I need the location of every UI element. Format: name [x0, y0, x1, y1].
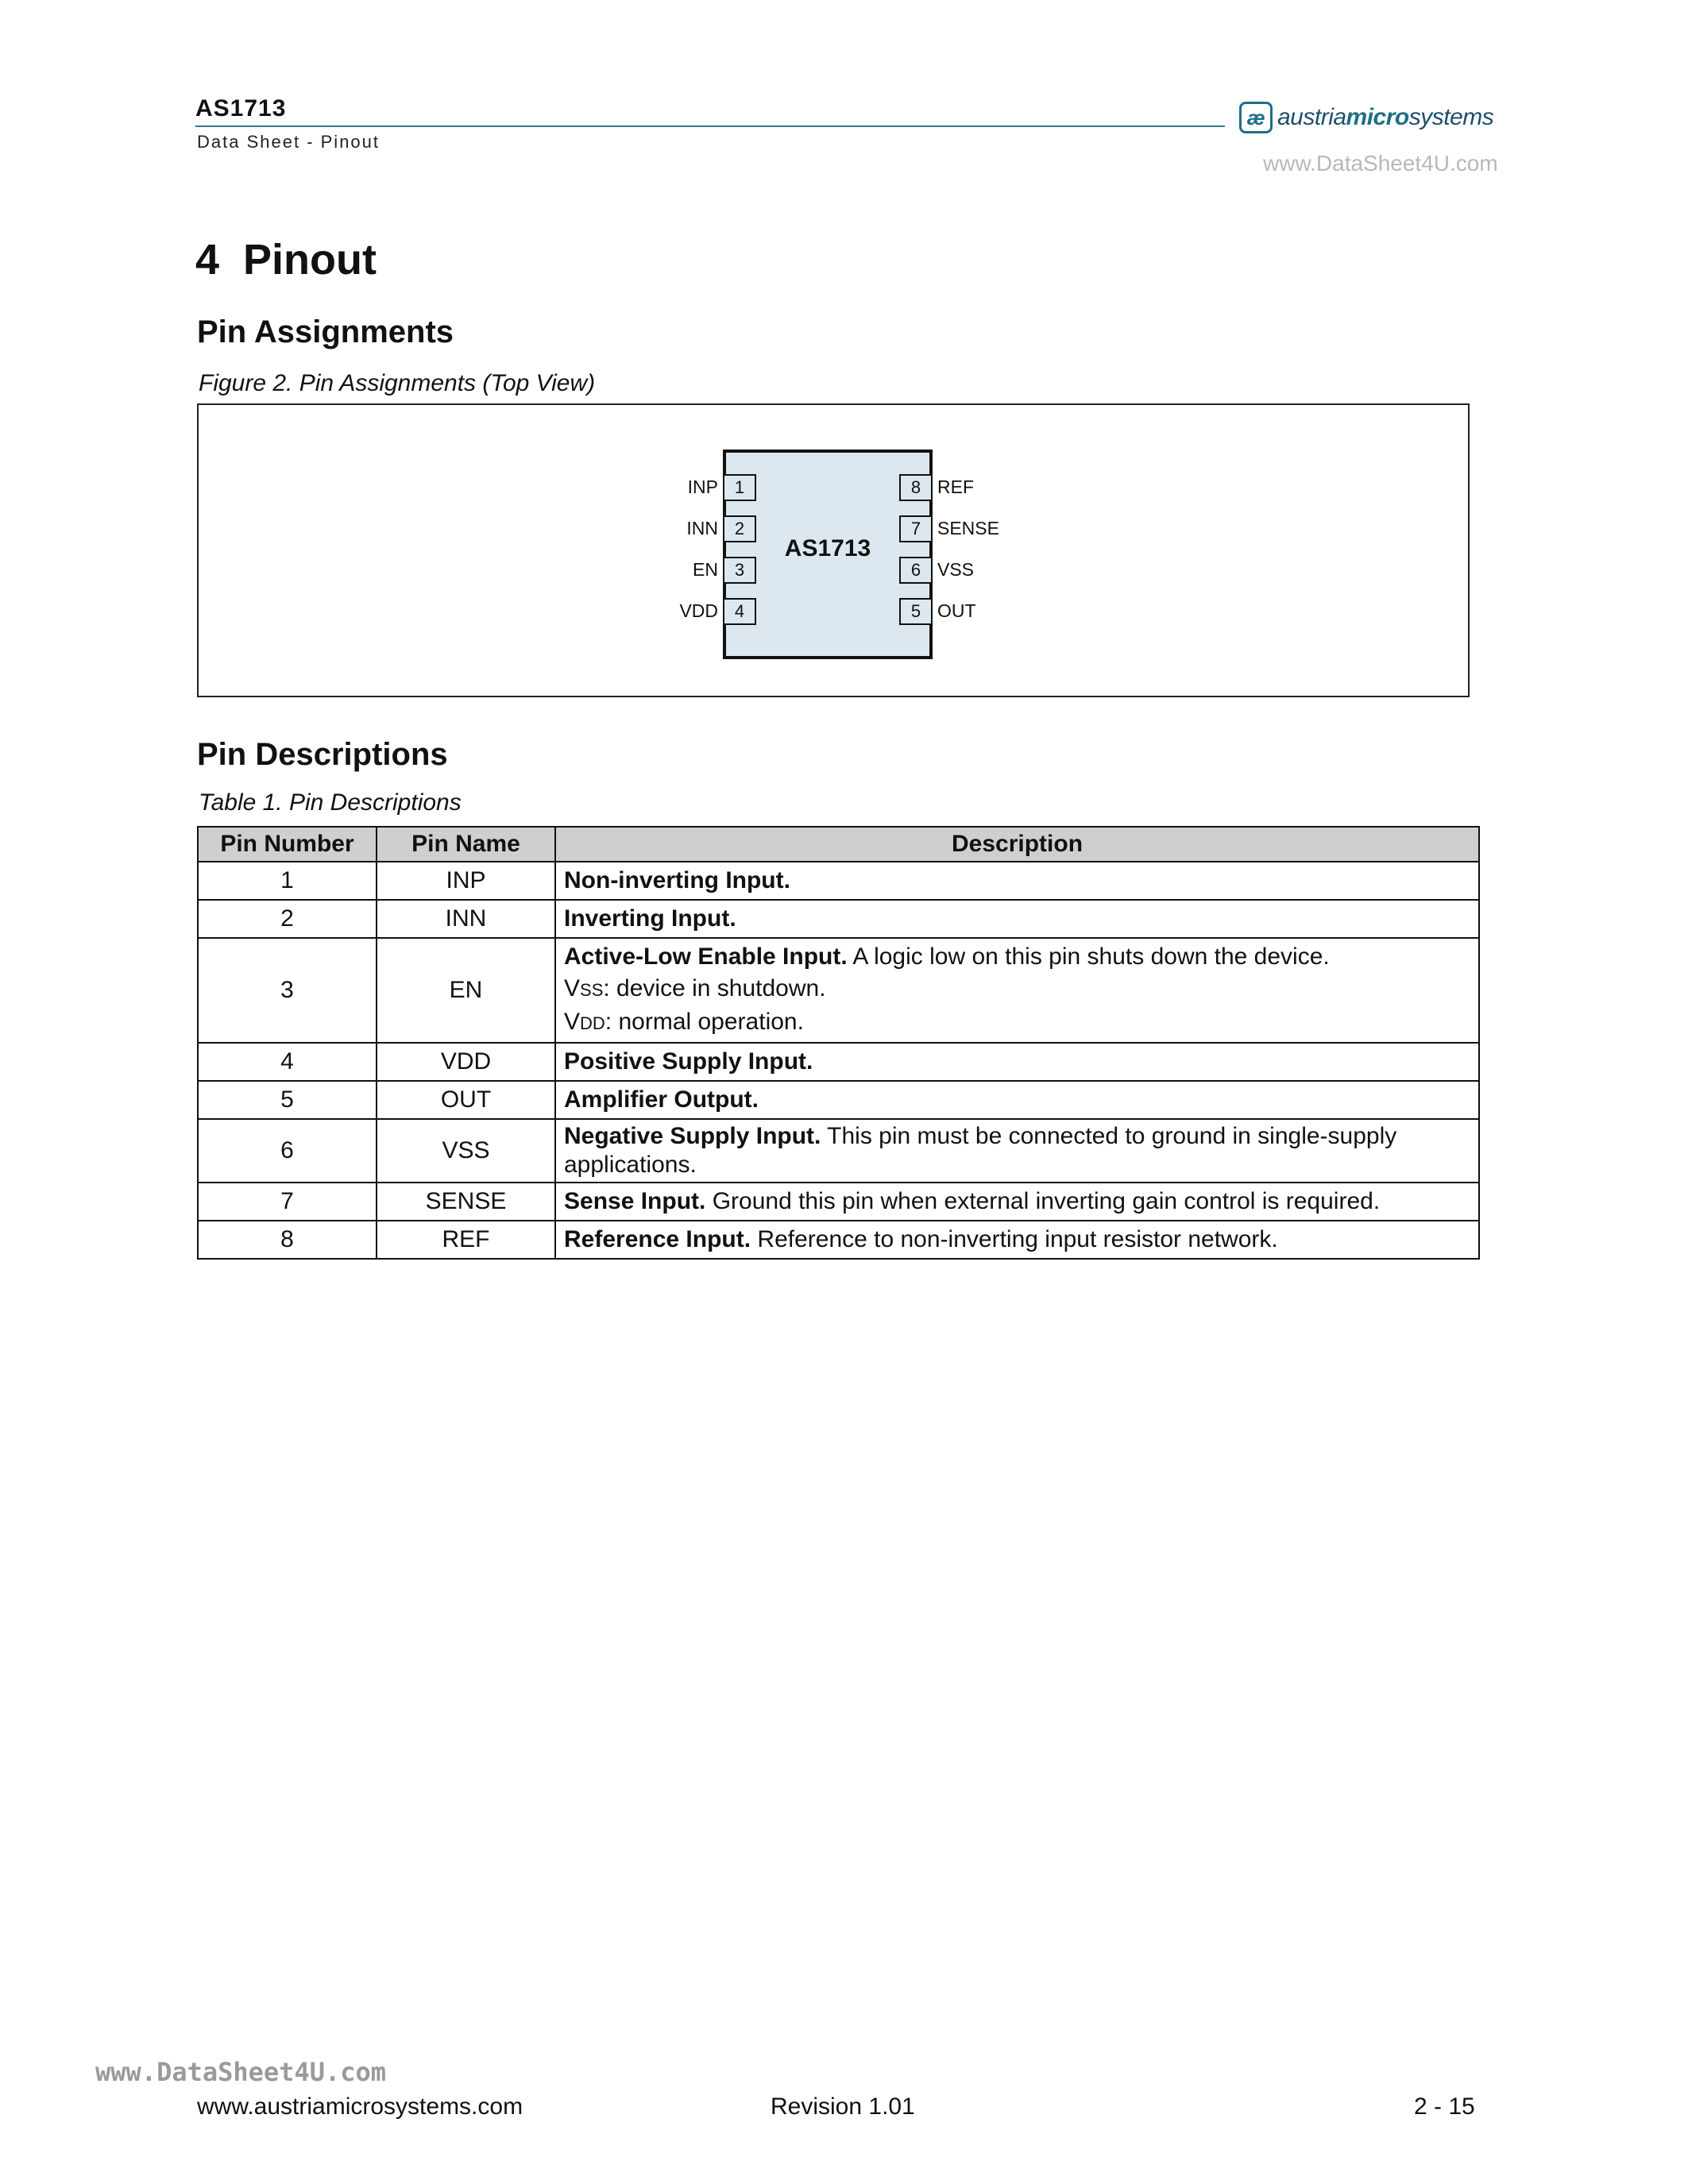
description-cell: [555, 900, 1479, 938]
pin-name-cell: VDD: [377, 1043, 555, 1081]
vdd-subscript: DD: [580, 1013, 605, 1033]
chip-name: AS1713: [784, 535, 871, 561]
pin-name-cell: SENSE: [377, 1183, 555, 1221]
pin-number-cell: 3: [198, 938, 377, 1043]
table-row: [198, 900, 1479, 938]
table-row: [198, 938, 1479, 1043]
pin-label-sense: SENSE: [937, 518, 999, 538]
pin-number-2: 2: [723, 515, 756, 542]
pin-label-out: OUT: [937, 600, 976, 621]
table-row: [198, 1221, 1479, 1259]
description-title: Inverting Input.: [564, 905, 736, 932]
pin-number-cell: 4: [198, 1043, 377, 1081]
pin-descriptions-heading: Pin Descriptions: [197, 737, 448, 772]
pin-number-cell: 5: [198, 1081, 377, 1119]
pin-name-cell: OUT: [377, 1081, 555, 1119]
description-text: A logic low on this pin shuts down the device.: [847, 943, 1330, 970]
pin-name-cell: REF: [377, 1221, 555, 1259]
pin-number-cell: 2: [198, 900, 377, 938]
pin-name-cell: EN: [377, 938, 555, 1043]
description-cell: [555, 938, 1479, 1043]
figure-caption: Figure 2. Pin Assignments (Top View): [199, 370, 596, 396]
pin-number-8: 8: [899, 474, 933, 501]
pin-descriptions-table: [197, 826, 1480, 1260]
description-cell: [555, 1119, 1479, 1183]
pin-number-cell: 6: [198, 1119, 377, 1183]
vss-description: : device in shutdown.: [603, 975, 826, 1001]
description-cell: [555, 1043, 1479, 1081]
pin-label-vss: VSS: [937, 559, 975, 580]
pin-label-inp: INP: [687, 477, 718, 497]
pin-name-cell: INN: [377, 900, 555, 938]
description-title: Active-Low Enable Input.: [564, 943, 848, 970]
description-text: Ground this pin when external inverting gain control is required.: [705, 1188, 1381, 1214]
pin-number-cell: 1: [198, 862, 377, 900]
description-title: Amplifier Output.: [564, 1086, 759, 1113]
pin-name-cell: INP: [377, 862, 555, 900]
pin-number-7: 7: [899, 515, 933, 542]
pin-assignments-heading: Pin Assignments: [197, 314, 454, 349]
logo-text-post: systems: [1408, 104, 1494, 130]
column-header-pin-number: Pin Number: [198, 827, 377, 862]
table-row: [198, 1081, 1479, 1119]
description-cell: [555, 862, 1479, 900]
pin-number-cell: 7: [198, 1183, 377, 1221]
pin-label-inn: INN: [686, 518, 718, 538]
description-text: This pin must be connected to ground in single-supply applications.: [564, 1123, 1397, 1178]
pin-label-en: EN: [693, 559, 718, 580]
description-cell: [555, 1221, 1479, 1259]
vss-subscript: SS: [580, 980, 604, 1000]
pin-number-4: 4: [723, 598, 756, 625]
description-title: Negative Supply Input.: [564, 1123, 821, 1149]
logo-text-pre: austria: [1277, 104, 1346, 130]
logo-mark-icon: æ: [1239, 102, 1273, 133]
description-title: Sense Input.: [564, 1188, 706, 1214]
pin-label-ref: REF: [937, 477, 974, 497]
column-header-pin-name: Pin Name: [377, 827, 555, 862]
description-cell: [555, 1183, 1479, 1221]
footer-revision: Revision 1.01: [771, 2093, 915, 2120]
vdd-symbol: V: [564, 1009, 581, 1035]
table-caption: Table 1. Pin Descriptions: [199, 789, 462, 816]
document-title: AS1713: [195, 95, 287, 122]
pin-number-3: 3: [723, 557, 756, 584]
description-text: Reference to non-inverting input resistor network.: [751, 1226, 1278, 1252]
description-title: Reference Input.: [564, 1226, 751, 1252]
description-cell: [555, 1081, 1479, 1119]
vdd-description: : normal operation.: [605, 1009, 804, 1035]
pin-number-cell: 8: [198, 1221, 377, 1259]
pin-number-5: 5: [899, 598, 933, 625]
pin-label-vdd: VDD: [679, 600, 718, 621]
pin-number-1: 1: [723, 474, 756, 501]
footer-url[interactable]: www.austriamicrosystems.com: [197, 2093, 523, 2120]
document-subtitle: Data Sheet - Pinout: [197, 132, 380, 152]
footer-page-number: 2 - 15: [1414, 2093, 1475, 2120]
logo-wordmark: [1277, 104, 1493, 131]
pin-number-6: 6: [899, 557, 933, 584]
section-title: 4 Pinout: [195, 236, 377, 284]
description-title: Positive Supply Input.: [564, 1048, 813, 1075]
logo-text-bold: micro: [1346, 104, 1409, 130]
watermark-top: www.DataSheet4U.com: [1263, 151, 1498, 176]
table-row: [198, 862, 1479, 900]
table-row: [198, 1043, 1479, 1081]
description-title: Non-inverting Input.: [564, 867, 790, 893]
vss-symbol: V: [564, 975, 581, 1001]
watermark-bottom: www.DataSheet4U.com: [95, 2057, 387, 2087]
table-header-row: [198, 827, 1479, 862]
table-row: [198, 1119, 1479, 1183]
table-row: [198, 1183, 1479, 1221]
header-divider: [195, 125, 1225, 127]
company-logo: [1239, 102, 1493, 133]
column-header-description: Description: [555, 827, 1479, 862]
pin-name-cell: VSS: [377, 1119, 555, 1183]
